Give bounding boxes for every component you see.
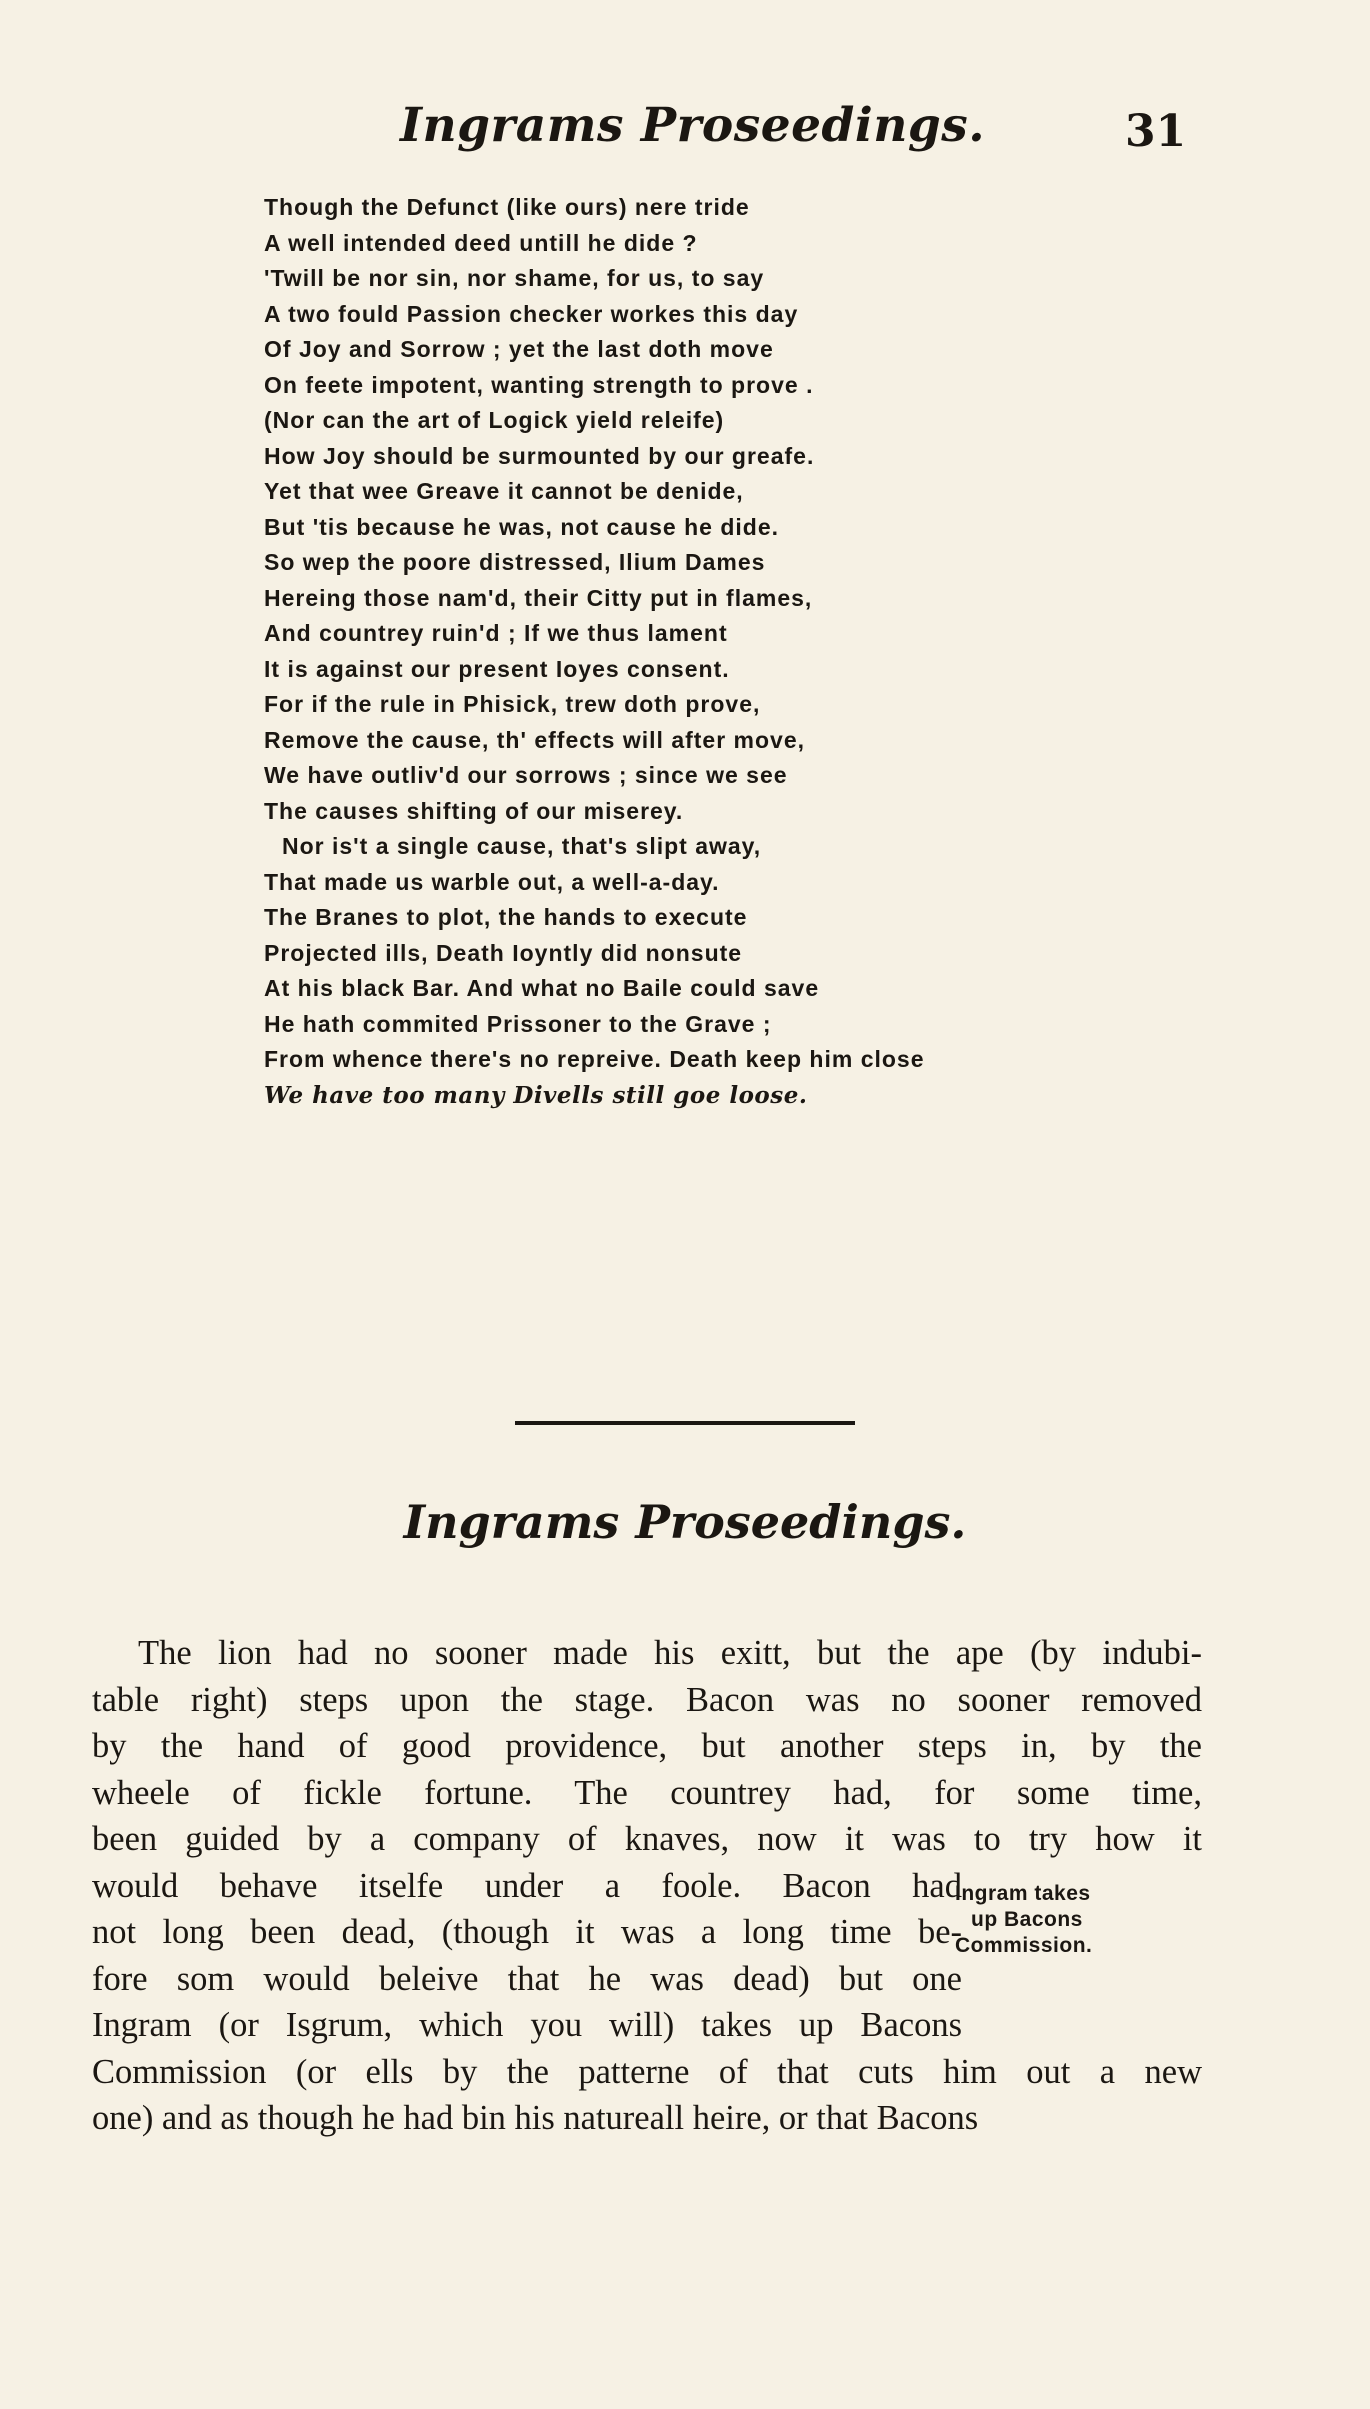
poem xyxy=(264,190,1264,1113)
poem-line: Nor is't a single cause, that's slipt away, xyxy=(282,833,762,859)
poem-line: Though the Defunct (like ours) nere tride xyxy=(264,194,750,220)
poem-line: From whence there's no repreive. Death keep him close xyxy=(264,1046,925,1072)
section-divider xyxy=(515,1421,855,1425)
prose-line: not long been dead, (though it was a long time be- xyxy=(92,1913,962,1951)
prose-line: The lion had no sooner made his exitt, but the ape (by indubi- xyxy=(138,1634,1202,1672)
poem-line: Hereing those nam'd, their Citty put in flames, xyxy=(264,584,813,611)
poem-line: So wep the poore distressed, Ilium Dames xyxy=(264,549,766,575)
poem-line: Remove the cause, th' effects will after move, xyxy=(264,726,806,753)
poem-line: At his black Bar. And what no Baile could save xyxy=(264,975,820,1001)
prose-line: by the hand of good providence, but another steps in, by the xyxy=(92,1727,1202,1765)
poem-line: The causes shifting of our miserey. xyxy=(264,797,684,824)
poem-line: But 'tis because he was, not cause he dide. xyxy=(264,513,779,540)
poem-line: A two fould Passion checker workes this day xyxy=(264,300,799,327)
poem-line: Yet that wee Greave it cannot be denide, xyxy=(264,478,744,504)
poem-line: We have outliv'd our sorrows ; since we see xyxy=(264,762,788,788)
running-head xyxy=(0,98,1370,168)
margin-note xyxy=(955,1881,1195,1959)
poem-line: How Joy should be surmounted by our greafe. xyxy=(264,442,815,469)
poem-line: For if the rule in Phisick, trew doth prove, xyxy=(264,691,761,717)
poem-line: He hath commited Prissoner to the Grave ; xyxy=(264,1010,772,1037)
poem-line: That made us warble out, a well-a-day. xyxy=(264,868,720,895)
page-number: 31 xyxy=(1125,106,1187,157)
poem-line: And countrey ruin'd ; If we thus lament xyxy=(264,620,728,646)
prose-line: fore som would beleive that he was dead) but one xyxy=(92,1959,962,1998)
prose-line: table right) steps upon the stage. Bacon was no sooner removed xyxy=(92,1680,1202,1719)
poem-line: A well intended deed untill he dide ? xyxy=(264,229,698,256)
poem-line: It is against our present Ioyes consent. xyxy=(264,655,730,682)
poem-line: Of Joy and Sorrow ; yet the last doth move xyxy=(264,336,774,362)
section-heading: Ingrams Proseedings. xyxy=(403,1495,967,1549)
prose-line: been guided by a company of knaves, now it was to try how it xyxy=(92,1820,1202,1858)
poem-line: On feete impotent, wanting strength to prove . xyxy=(264,371,814,398)
prose-line: Ingram (or Isgrum, which you will) takes up Bacons xyxy=(92,2006,962,2044)
margin-note-line: Ingram takes xyxy=(955,1882,1091,1905)
margin-note-line: up Bacons xyxy=(971,1908,1083,1931)
prose-line: Commission (or ells by the patterne of that cuts him out a new xyxy=(92,2052,1202,2091)
prose-line: wheele of fickle fortune. The countrey had, for some time, xyxy=(92,1773,1202,1812)
margin-note-line: Commission. xyxy=(955,1934,1093,1957)
poem-line: The Branes to plot, the hands to execute xyxy=(264,904,748,930)
poem-line: 'Twill be nor sin, nor shame, for us, to say xyxy=(264,265,765,291)
poem-line: We have too many Divells still goe loose. xyxy=(264,1081,808,1109)
running-title: Ingrams Proseedings. xyxy=(400,98,986,153)
poem-line: (Nor can the art of Logick yield releife) xyxy=(264,407,725,433)
prose-line: would behave itselfe under a foole. Bacon had xyxy=(92,1866,962,1905)
prose-line: one) and as though he had bin his natureall heire, or that Bacons xyxy=(92,2099,979,2137)
poem-line: Projected ills, Death Ioyntly did nonsute xyxy=(264,939,743,966)
